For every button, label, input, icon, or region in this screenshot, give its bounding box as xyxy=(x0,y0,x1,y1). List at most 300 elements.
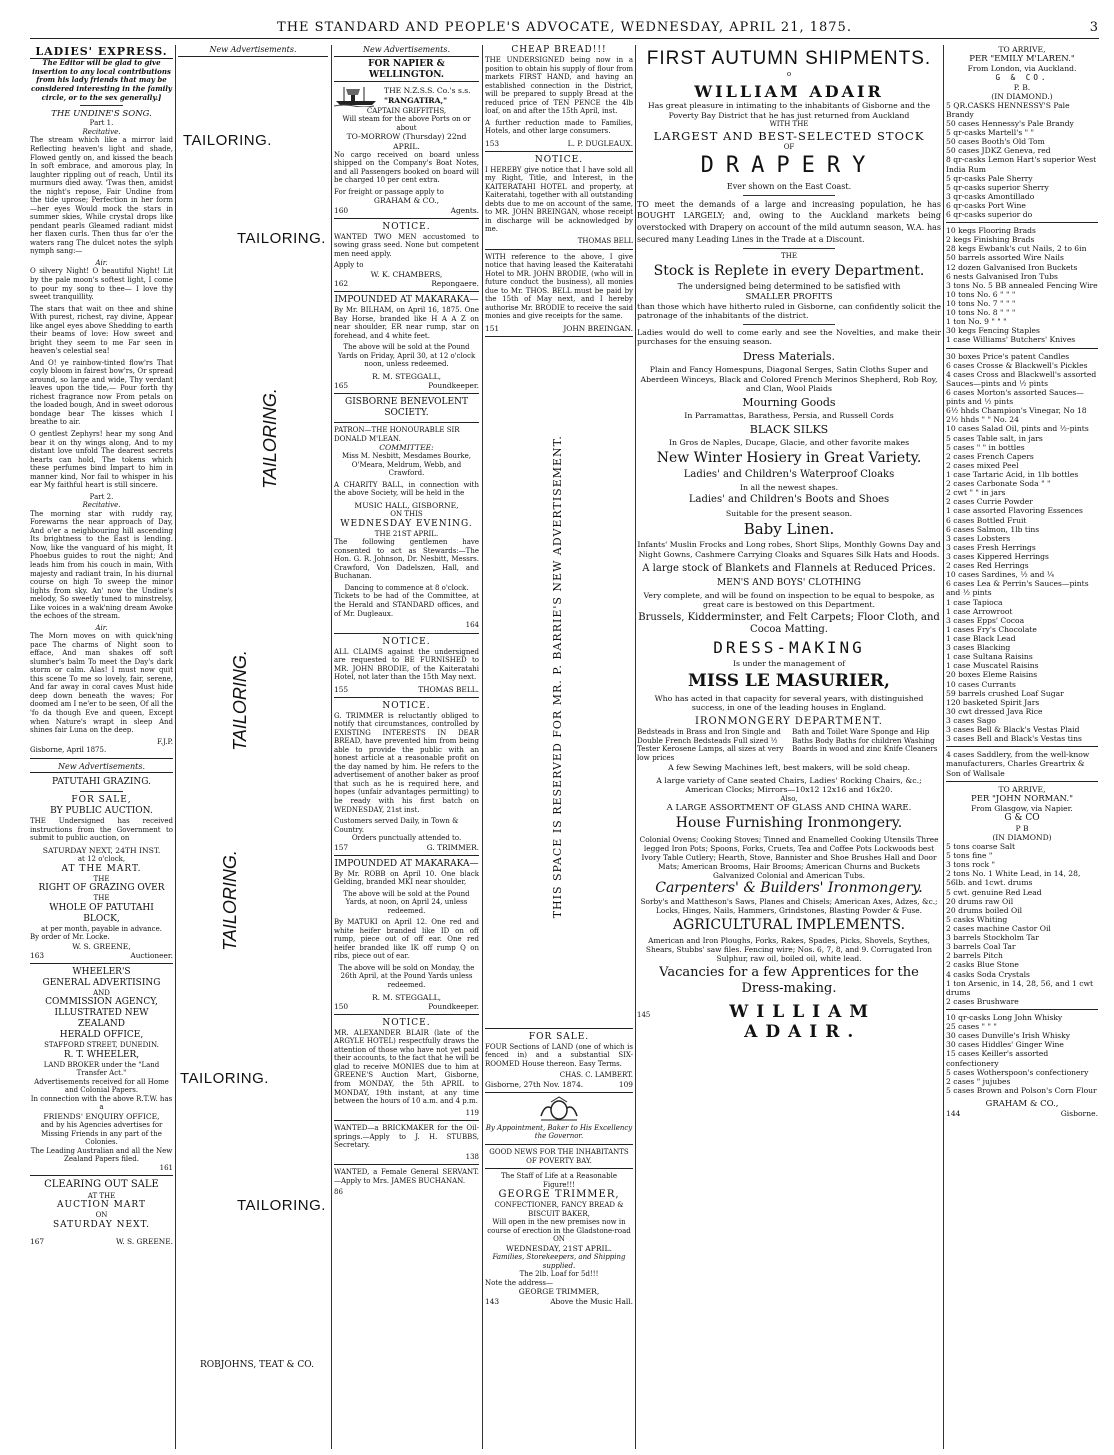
list-item: 20 drums boiled Oil xyxy=(946,905,1023,915)
by-public-auction: BY PUBLIC AUCTION. xyxy=(50,806,153,817)
notice-heading: NOTICE. xyxy=(382,636,431,647)
list-item: 6½ hhds Champion's Vinegar, No 18 xyxy=(946,406,1087,416)
first-autumn-shipments: FIRST AUTUMN SHIPMENTS. xyxy=(646,48,932,69)
reduction-note: A further reduction made to Families, Hotels, and other large consumers. xyxy=(485,118,633,136)
hereby-notice: I HEREBY give notice that I have sold all my Right, Title, and Interest, in the KAITERATAHI HOTEL and property, at Kaiteratahi, together with all outstanding debts due to me on account of the same, to MR. JOHN BREINGAN, whose receipt in discharge will be acknowledged by me. xyxy=(485,165,633,234)
at-the-mart: AT THE MART. xyxy=(61,863,142,874)
auction-mart: AUCTION MART xyxy=(57,1200,146,1211)
list-item: 5 QR.CASKS HENNESSY'S Pale Brandy xyxy=(946,100,1070,119)
stafford-street: STAFFORD STREET, DUNEDIN. xyxy=(44,1041,159,1050)
list-item: 1 case Tapioca xyxy=(946,597,1003,607)
from-london: From London, via Auckland. xyxy=(967,64,1077,74)
list-item: 6 qr-casks Port Wine xyxy=(946,200,1026,210)
smaller-profits: SMALLER PROFITS xyxy=(745,291,833,302)
list-item: 30 boxes Price's patent Candles xyxy=(946,351,1070,361)
list-item: 3 cases Epps' Cocoa xyxy=(946,615,1025,625)
list-item: 10 cases Currants xyxy=(946,679,1016,689)
poem-stanza: O gentlest Zephyrs! hear my song And bear it on thy wings along, And to my distant love unfold The dearest secrets hearts can hold, The tokens which these perfumes bind Impart to him in manner kind, Nor fail to whisper in his ear My faithful heart is still sincere. xyxy=(30,430,173,490)
rt-wheeler: R. T. WHEELER, xyxy=(63,1049,140,1060)
agents-label: Agents. xyxy=(450,205,479,215)
list-item: 1 ton No. 9 " " " xyxy=(946,317,1007,327)
commission-agency: COMMISSION AGENCY, xyxy=(45,997,158,1008)
poem-stanza: The stream which like a mirror laid Reflecting heaven's light and shade, Flowed gently on, and kissed the beach In soft embrace, and amorous play, In laughter rippling out of reach, Until its murmurs died away. 'Twas then, amidst the night's repose, Fair Undine from the tide uprose; Perfection in her form—her eyes Would mock the stars in summer skies, While crystal drops like pendant pearls Gleamed radiant midst her flaxen curls. Then thus far o'er the waters rang The dulcet notes the sylph nymph sang:— xyxy=(30,136,173,256)
list-item: 59 barrels crushed Loaf Sugar xyxy=(946,688,1064,698)
poem-stanza: O silvery Night! O beautiful Night! Lit by the pale moon's softest light, I come to pour my song to thee— I love thy sweet tranquillity. xyxy=(30,267,173,302)
list-item: 2 cases Red Herrings xyxy=(946,561,1029,571)
impounded-sale: The above will be sold at the Pound Yards on Friday, April 30, at 12 o'clock noon, unless redeemed. xyxy=(337,343,476,369)
iron-left-list: Bedsteads in Brass and Iron Single and Double French Bedsteads Full sized ½ Tester Kerosene Lamps, all sizes at very low prices xyxy=(637,726,784,763)
benevolent-society: GISBORNE BENEVOLENT SOCIETY. xyxy=(345,397,468,419)
list-item: 20 drums raw Oil xyxy=(946,896,1014,906)
ad-number: 155 xyxy=(334,684,349,694)
list-item: 6 cases Morton's assorted Sauces—pints and ½ pints xyxy=(946,388,1084,407)
list-item: 28 kegs Ewbank's cut Nails, 2 to 6in xyxy=(946,244,1087,254)
poem-date: Gisborne, April 1875. xyxy=(30,746,107,755)
list-item: 5 cases " " in bottles xyxy=(946,442,1025,452)
list-item: 20 boxes Eleme Raisins xyxy=(946,670,1038,680)
tickets: Tickets to be had of the Committee, at the Herald and STANDARD offices, and of Mr. Dugleaux. xyxy=(334,592,479,618)
saddlery: 4 cases Saddlery, from the well-know manufacturers, Charles Greartrix & Son of Wallsale xyxy=(946,750,1090,778)
list-item: 5 tons coarse Salt xyxy=(946,842,1016,852)
ad-number: 167 xyxy=(30,1236,45,1246)
music-hall: MUSIC HALL, GISBORNE, xyxy=(354,500,459,510)
stock-replete: Stock is Replete in every Department. xyxy=(653,262,925,279)
list-item: 30 cases Hiddles' Ginger Wine xyxy=(946,1040,1064,1050)
date-label: Gisborne, 27th Nov. 1874. xyxy=(485,1079,584,1089)
apply-to: Apply to xyxy=(334,261,364,270)
tailoring-vertical: TAILORING. xyxy=(219,850,240,951)
address-note: Note the address— xyxy=(485,1278,554,1287)
glass-china: A LARGE ASSORTMENT OF GLASS AND CHINA WARE. xyxy=(666,803,912,814)
on-label: ON xyxy=(95,1211,108,1220)
list-item: 1 cases Fry's Chocolate xyxy=(946,624,1037,634)
agricultural-text: American and Iron Ploughs, Forks, Rakes, Spades, Picks, Shovels, Scythes, Shears, Stubbs' saw files. Fencing wire; Nos. 6, 7, 8, and 9. Corrugated Iron Sulphur, raw oil, boiled oil, white lead. xyxy=(645,935,933,963)
list-item: 1 case Muscatel Raisins xyxy=(946,661,1039,671)
house-text: Colonial Ovens; Cooking Stoves; Tinned and Enamelled Cooking Utensils Three legged Iron Pots; Spoons, Forks, Cruets, Tea and Coffee Pots Lockwoods best Ivory Table Cutlery; Hearth, Stove, Bannister and Shoe Brushes Hall and Door Mats; American Brooms, Hair Brooms; American Churns and Buckets Galvanized Colonial and American Tubs. xyxy=(639,834,939,880)
meet-demands: TO meet the demands of a large and increasing population, he has BOUGHT LARGELY; and, owing to the Auckland markets being overstocked with Drapery on account of the mild autumn season, W.A. has secured many Leading Lines in the Trade at a Discount. xyxy=(637,199,941,244)
carpenters-ironmongery: Carpenters' & Builders' Ironmongery. xyxy=(655,879,923,896)
trimmer-name: G. TRIMMER. xyxy=(426,842,479,852)
also-label: Also, xyxy=(780,794,798,803)
servant-wanted: WANTED, a Female General SERVANT. —Apply to Mrs. JAMES BUCHANAN. xyxy=(334,1168,479,1185)
napier-wellington: FOR NAPIER & WELLINGTON. xyxy=(334,59,479,82)
tomorrow-date: TO-MORROW (Thursday) 22nd APRIL. xyxy=(346,132,467,151)
g-and-co-mark: G & CO. xyxy=(995,73,1049,83)
list-item: 50 cases Hennessy's Pale Brandy xyxy=(946,118,1074,128)
vacancies: Vacancies for a few Apprentices for the Dress-making. xyxy=(659,964,919,996)
winter-hosiery: New Winter Hosiery in Great Variety. xyxy=(656,449,922,466)
matuki-text: By MATUKI on April 12. One red and white heifer branded like ID on off rump, piece out of off ear. One red heifer branded like IK off rump Q on ribs, piece out of ear. xyxy=(334,918,479,961)
list-item: 15 cases Keiller's assorted confectionery xyxy=(946,1049,1049,1068)
poem-part: Part 1. xyxy=(89,119,114,128)
list-item: 5 cases Wotherspoon's confectionery xyxy=(946,1067,1089,1077)
list-item: 1 case assorted Flavoring Essences xyxy=(946,506,1083,516)
nz-company: THE N.Z.S.S. Co.'s s.s. xyxy=(384,86,471,96)
gisborne-label: Gisborne. xyxy=(1060,1109,1098,1119)
tailoring-heading: TAILORING. xyxy=(180,1070,269,1087)
herald-office: HERALD OFFICE, xyxy=(59,1030,144,1041)
list-item: 2 barrels Pitch xyxy=(946,951,1003,961)
whisky-list xyxy=(946,1013,1098,1095)
list-item: 3 cases Fresh Herrings xyxy=(946,542,1036,552)
confectioner: CONFECTIONER, FANCY BREAD & BISCUIT BAKER, xyxy=(494,1201,624,1218)
ladies-note: Ladies would do well to come early and see the Novelties, and make their purchases for the ensuing season. xyxy=(637,327,941,347)
customers-note: Customers served Daily, in Town & Country. xyxy=(334,817,459,834)
tailoring-vertical: TAILORING. xyxy=(229,650,250,751)
committee-label: COMMITTEE: xyxy=(379,443,434,453)
ad-number: 138 xyxy=(465,1152,479,1161)
graham-name: GRAHAM & CO., xyxy=(373,196,440,206)
list-item: 3 cases Lobsters xyxy=(946,533,1011,543)
illustrated-nz: ILLUSTRATED NEW ZEALAND xyxy=(54,1008,149,1030)
agencies-note: and by his Agencies advertises for Missing Friends in any part of the Colonies. xyxy=(40,1121,163,1147)
list-item: 5 cases Table salt, in jars xyxy=(946,433,1043,443)
william-adair: WILLIAM ADAIR xyxy=(694,81,884,101)
groceries-list xyxy=(946,352,1098,744)
list-item: 12 dozen Galvanised Iron Buckets xyxy=(946,262,1078,272)
dugleaux-name: L. P. DUGLEAUX. xyxy=(567,138,633,148)
ad-number: 145 xyxy=(637,1010,651,1019)
graham-co: GRAHAM & CO., xyxy=(985,1098,1059,1109)
notice-heading: NOTICE. xyxy=(534,154,584,165)
dress-materials-text: Plain and Fancy Homespuns, Diagonal Serges, Satin Cloths Super and Aberdeen Winceys, Black and Colored French Merinos Shepherd, Rob Roy, and Clan, Wool Plaids xyxy=(640,365,938,394)
ad-number: 165 xyxy=(334,381,349,391)
list-item: 2 cwt " " in jars xyxy=(946,488,1006,498)
list-item: 50 cases Booth's Old Tom xyxy=(946,137,1045,147)
boots-shoes: Ladies' and Children's Boots and Shoes xyxy=(688,494,890,506)
list-item: 6 cases Crosse & Blackwell's Pickles xyxy=(946,360,1088,370)
list-item: 30 cases Dunville's Irish Whisky xyxy=(946,1031,1071,1041)
acted-note: Who has acted in that capacity for several years, with distinguished success, in one of the leading houses in England. xyxy=(654,693,924,713)
notice-heading: NOTICE. xyxy=(382,1017,431,1028)
house-furnishing: House Furnishing Ironmongery. xyxy=(675,815,903,832)
notice-heading: NOTICE. xyxy=(382,221,431,232)
silks-text: In Gros de Naples, Ducape, Glacie, and other favorite makes xyxy=(668,438,910,448)
ad-number: 119 xyxy=(465,1108,479,1117)
friends-enquiry: FRIENDS' ENQUIRY OFFICE, xyxy=(43,1112,160,1122)
ad-number: 163 xyxy=(30,950,45,960)
new-advertisements-header: New Advertisements. xyxy=(30,762,173,774)
impounded-heading: IMPOUNDED AT MAKARAKA— xyxy=(334,858,479,869)
list-item: 6 cases Lea & Perrin's Sauces—pints and ½ pints xyxy=(946,579,1089,598)
by-appointment: By Appointment, Baker to His Excellency the Governor. xyxy=(485,1123,633,1141)
poem-recitative: Recitative. xyxy=(82,127,121,136)
list-item: 2 casks Blue Stone xyxy=(946,960,1019,970)
list-item: 3 cases Bell and Black's Vestas tins xyxy=(946,734,1082,744)
ladies-express-header: LADIES' EXPRESS. xyxy=(30,45,173,59)
list-item: 50 cases JDKZ Geneva, red xyxy=(946,146,1051,156)
list-item: 3 qr-casks Amontillado xyxy=(946,191,1035,201)
robjohns-footer: ROBJOHNS, TEAT & CO. xyxy=(200,1360,314,1370)
chambers-name: W. K. CHAMBERS, xyxy=(370,269,443,279)
orders-note: Orders punctually attended to. xyxy=(351,834,462,843)
auctioneer-label: Auctioneer. xyxy=(130,950,173,960)
pb-mark: P B xyxy=(1015,823,1029,833)
greene-name: W. S. GREENE, xyxy=(72,941,131,951)
poem-signature: F.J.P. xyxy=(157,737,173,746)
column-1 xyxy=(30,45,173,1449)
sewing-machines: A few Sewing Machines left, best makers, will be sold cheap. xyxy=(668,763,910,773)
land-sections: FOUR Sections of LAND (one of which is fenced in) and a substantial SIX-ROOMED House thereon. Easy Terms. xyxy=(485,1042,633,1068)
management-note: Is under the management of xyxy=(732,659,846,669)
cargo-note: No cargo received on board unless shipped on the Company's Boat Notes, and all Passengers booked on board will be charged 10 per cent extra. xyxy=(334,150,479,185)
baby-linen-text: Infants' Muslin Frocks and Long robes, Short Slips, Monthly Gowns Day and Night Gowns, Cashmere Carrying Cloaks and Squares Silk Hats and Hoods. xyxy=(637,540,941,559)
list-item: 3 barrels Stockholm Tar xyxy=(946,933,1039,943)
leading-papers: The Leading Australian and all the New Zealand Papers filed. xyxy=(30,1146,173,1164)
sale-time: at 12 o'clock, xyxy=(77,855,126,864)
determined-text: The undersigned being determined to be satisfied with xyxy=(677,281,901,291)
george-trimmer-2: GEORGE TRIMMER, xyxy=(518,1287,600,1297)
poem-air: Air. xyxy=(95,258,108,267)
ironmongery-dept: IRONMONGERY DEPARTMENT. xyxy=(695,715,883,727)
poem-recitative: Recitative. xyxy=(82,501,121,510)
list-item: 5 casks Whiting xyxy=(946,914,1008,924)
new-advertisements-header: New Advertisements. xyxy=(178,45,328,57)
george-trimmer: GEORGE TRIMMER, xyxy=(498,1189,620,1201)
wednesday-evening: WEDNESDAY EVENING. xyxy=(340,518,473,529)
stores-list xyxy=(946,842,1098,1006)
per-emily: PER "EMILY M'LAREN." xyxy=(969,54,1075,65)
tailoring-heading: TAILORING. xyxy=(183,132,272,149)
in-diamond: (IN DIAMOND) xyxy=(992,832,1052,842)
list-item: 10 tons No. 6 " " " xyxy=(946,289,1016,299)
cheap-bread: CHEAP BREAD!!! xyxy=(511,45,607,55)
saturday-next: SATURDAY NEXT. xyxy=(52,1219,151,1230)
place-label: Repongaere. xyxy=(431,279,479,289)
open-note: Will open in the new premises now in course of erection in the Gladstone-road xyxy=(487,1218,631,1235)
list-item: 3 cases Sago xyxy=(946,715,996,725)
payable-note: at per month, payable in advance. xyxy=(41,924,162,933)
breingan-name: JOHN BREINGAN. xyxy=(563,323,633,333)
masthead xyxy=(30,18,1099,39)
charity-ball: A CHARITY BALL, in connection with the above Society, will be held in the xyxy=(334,480,479,498)
blair-notice: MR. ALEXANDER BLAIR (late of the ARGYLE HOTEL) respectfully draws the attention of those who have not yet paid their accounts, to the fact that he will be glad to receive MONIES due to him at GREENE'S Auction Mart, Gisborne, from MONDAY, the 5th APRIL to MONDAY, 19th instant, at any time between the hours of 10 a.m. and 4 p.m. xyxy=(334,1028,479,1106)
tailoring-heading: TAILORING. xyxy=(237,1197,326,1214)
impounded-text: By Mr. ROBB on April 10. One black Gelding, branded MKI near shoulder, xyxy=(334,869,479,887)
list-item: 2 cases mixed Peel xyxy=(946,460,1019,470)
list-item: 6 qr-casks superior do xyxy=(946,210,1033,220)
column-rule xyxy=(635,45,636,1449)
list-item: 8 qr-casks Lemon Hart's superior West India Rum xyxy=(946,155,1097,174)
carpets: Brussels, Kidderminster, and Felt Carpets; Floor Cloth, and Cocoa Matting. xyxy=(638,611,940,635)
suitable-note: Suitable for the present season. xyxy=(725,508,853,518)
with-reference-notice: WITH reference to the above, I give notice that having leased the Kaiteratahi Hotel to MR. JOHN BRODIE, (who will in future conduct the business), all monies due to Mr. THOS. BELL must be paid by the 15th of May next, and I hereby authorise Mr. BRODIE to receive the said monies and give receipts for the same. xyxy=(485,252,633,321)
spirits-list xyxy=(946,101,1098,219)
pb-mark: P. B. xyxy=(1013,82,1031,92)
list-item: 10 kegs Flooring Brads xyxy=(946,226,1036,236)
miss-le-masurier: MISS LE MASURIER, xyxy=(688,670,890,691)
wanted-men: WANTED TWO MEN accustomed to sowing grass seed. None but competent men need apply. xyxy=(334,232,479,258)
ad-number: 86 xyxy=(334,1188,343,1197)
wheelers-title: WHEELER'S xyxy=(72,966,131,977)
list-item: 4 cases Cross and Blackwell's assorted Sauces—pints and ½ pints xyxy=(946,369,1097,388)
trimmer-notice: G. TRIMMER is reluctantly obliged to notify that circumstances, controlled by EXISTING INTERESTS IN DEAR BREAD, have prevented him from being able to provide the public with an honest article at a reasonable profit on the day named by him. He refers to the advertisement of another baker as proof that such as he is required here, and hopes (unfair advantages permitting) to be ready with his first batch on WEDNESDAY, 21st inst. xyxy=(334,711,479,814)
reserved-notice: THIS SPACE IS RESERVED FOR MR. P. BARRIE'S NEW ADVERTISEMENT. xyxy=(550,434,564,919)
newest-shapes: In all the newest shapes. xyxy=(739,482,839,492)
the-label: THE xyxy=(781,252,797,261)
hardware-list xyxy=(946,226,1098,344)
list-item: 2 cases " jujubes xyxy=(946,1076,1011,1086)
column-rule xyxy=(331,45,332,1449)
list-item: 3 cases Kippered Herrings xyxy=(946,551,1049,561)
list-item: 10 tons No. 7 " " " xyxy=(946,299,1016,309)
list-item: 2 cases Brushware xyxy=(946,996,1019,1006)
claims-notice: ALL CLAIMS against the undersigned are requested to BE FURNISHED to MR. JOHN BRODIE, of the Kaiteratahi Hotel, not later than the 15th May next. xyxy=(334,647,479,682)
poundkeeper-label: Poundkeeper. xyxy=(428,381,479,391)
reserved-space xyxy=(485,340,633,1025)
list-item: 6 cases Bottled Fruit xyxy=(946,515,1027,525)
from-glasgow: From Glasgow, via Napier. xyxy=(971,803,1073,813)
list-item: 10 qr-casks Long John Whisky xyxy=(946,1013,1063,1022)
list-item: 6 cases Salmon, 1lb tins xyxy=(946,524,1040,534)
stewards: The following gentlemen have consented to act as Stewards:—The Hon. G. R. Johnson, Dr. Nesbitt, Messrs. Crawford, Von Dadelszen, Hall, and Buchanan. xyxy=(334,538,479,581)
list-item: 1 case Sultana Raisins xyxy=(946,652,1033,662)
tailoring-heading: TAILORING. xyxy=(237,230,326,247)
for-sale: FOR SALE. xyxy=(528,1031,590,1042)
list-item: 30 cwt dressed Java Rice xyxy=(946,706,1043,716)
steggall-name: R. M. STEGGALL, xyxy=(371,992,442,1002)
list-item: 5 qr-casks superior Sherry xyxy=(946,182,1049,192)
pleasure-text: Has great pleasure in intimating to the inhabitants of Gisborne and the Poverty Bay District that he has just returned from Auckland xyxy=(647,101,931,120)
list-item: 1 case Williams' Butchers' Knives xyxy=(946,335,1076,345)
of-label: OF xyxy=(783,142,795,151)
ad-number: 162 xyxy=(334,279,349,289)
patutahi-title: PATUTAHI GRAZING. xyxy=(52,777,151,788)
poem-stanza: The Morn moves on with quick'ning pace The charms of Night soon to efface, And man shakes off soft slumber's balm To meet the Day's dark storm or calm. Alas! I must now quit this scene To me so lovely, fair, serene, And far away in coral caves Must hide deep down beneath the waves; For doomed am I ne'er to be seen, Of all the 'fo da though Eve and queen, Except when Nature's wrapt in sleep And shines fair Luna on the deep. xyxy=(30,632,173,735)
list-item: 3 cases Bell & Black's Vestas Plaid xyxy=(946,725,1080,735)
above-music-hall: Above the Music Hall. xyxy=(550,1296,633,1306)
connection-note: In connection with the above R.T.W. has a xyxy=(30,1094,173,1112)
wednesday-date: WEDNESDAY, 21ST APRIL. xyxy=(505,1243,613,1253)
list-item: 5 cases Brown and Polson's Corn Flour xyxy=(946,1085,1097,1095)
list-item: 50 barrels assorted Wire Nails xyxy=(946,253,1064,263)
list-item: 1 ton Arsenic, in 14, 28, 56, and 1 cwt drums xyxy=(946,978,1094,997)
the-label: THE xyxy=(93,894,110,903)
land-broker: LAND BROKER under the "Land Transfer Act." xyxy=(43,1060,160,1078)
bell-name: THOMAS BELL xyxy=(577,237,633,245)
list-item: 2 tons No. 1 White Lead, in 14, 28, 56lb. and 1cwt. drums xyxy=(946,869,1081,888)
list-item: 6 nests Galvanised Iron Tubs xyxy=(946,271,1058,281)
waterproof-cloaks: Ladies' and Children's Waterproof Cloaks xyxy=(683,468,895,480)
notice-heading: NOTICE. xyxy=(382,700,431,711)
cane-chairs: A large variety of Cane seated Chairs, Ladies' Rocking Chairs, &c.; American Clocks; Mirrors—10x12 12x16 and 16x20. xyxy=(656,775,922,795)
agricultural-implements: AGRICULTURAL IMPLEMENTS. xyxy=(672,916,906,933)
with-the-label: WITH THE xyxy=(769,120,809,129)
committee-names: Miss M. Nesbitt, Mesdames Bourke, O'Meara, Meldrum, Webb, and Crawford. xyxy=(341,452,472,478)
list-item: 1 case Arrowroot xyxy=(946,606,1013,616)
carpenters-text: Sorby's and Mattheson's Saws, Planes and Chisels; American Axes, Adzes, &c.; Locks, Hinges, Nails, Hammers, Grindstones, Blasting Powder & Fuse. xyxy=(640,896,938,915)
list-item: 10 tons No. 8 " " " xyxy=(946,308,1016,318)
black-silks: BLACK SILKS xyxy=(749,422,829,436)
list-item: 5 cwt. genuine Red Lead xyxy=(946,887,1042,897)
clearing-out-sale: CLEARING OUT SALE xyxy=(44,1179,159,1191)
list-item: 25 cases " " " xyxy=(946,1022,997,1032)
list-item: 3 barrels Coal Tar xyxy=(946,942,1016,952)
poem-stanza: The stars that wait on thee and shine With purest, richest, ray divine, Appear like angel eyes above Shedding to earth their beams of love: How sweet and bright they seem to me Far seen in heaven's celestial sea! xyxy=(30,304,173,356)
william-adair-footer: WILLIAM ADAIR. xyxy=(729,1001,877,1043)
families-note: Families, Storekeepers, and Shipping supplied. xyxy=(492,1253,626,1270)
on-label: ON xyxy=(553,1235,565,1244)
list-item: 120 basketed Spirit Jars xyxy=(946,697,1040,707)
dress-materials: Dress Materials. xyxy=(742,349,836,363)
list-item: 2 cases French Capers xyxy=(946,451,1034,461)
impounded-sale: The above will be sold at the Pound Yards, at noon, on April 24, unless redeemed. xyxy=(343,889,470,915)
steamship-icon xyxy=(334,85,380,107)
ship-name: "RANGATIRA," xyxy=(384,95,448,105)
ad-number: 151 xyxy=(485,323,500,333)
iron-right-list: Bath and Toilet Ware Sponge and Hip Baths Body Baths for children Washing Boards in wood and zinc Knife Cleaners xyxy=(792,726,938,754)
ad-number: 160 xyxy=(334,205,349,215)
at-the-label: AT THE xyxy=(87,1191,116,1200)
sale-date: SATURDAY NEXT, 24TH INST. xyxy=(42,845,161,855)
mens-clothing: MEN'S AND BOYS' CLOTHING xyxy=(717,577,861,588)
column-3 xyxy=(334,45,479,1449)
ad-number: 144 xyxy=(946,1109,961,1119)
list-item: 3 tons rock " xyxy=(946,860,996,870)
column-rule xyxy=(943,45,944,1449)
list-item: 2 cases Currie Powder xyxy=(946,497,1033,507)
loaf-price: The 2lb. Loaf for 5d!!! xyxy=(519,1270,599,1279)
monday-sale: The above will be sold on Monday, the 26th April, at the Pound Yards unless redeemed. xyxy=(338,963,475,989)
masthead-title: THE STANDARD AND PEOPLE'S ADVOCATE, WEDNESDAY, APRIL 21, 1875. xyxy=(277,20,852,35)
captain: CAPTAIN GRIFFITHS, xyxy=(366,106,447,115)
whole-of-patutahi: WHOLE OF PATUTAHI BLOCK, xyxy=(49,902,154,924)
poem-stanza: The morning star with ruddy ray, Forewarns the near approach of Day, And o'er a neighbouring hill ascending Its brightness to the East is lending. Now, like the vanguard of his might, It Phoebus guides to rout the night; And leads him from his couch in main, With majesty and radiant train, In his diurnal course on high To sweep the minor lights from sky. An' now the Undine's melody, So sweetly tuned to minstrelsy, Like voices in a wak'ning dream Awoke the echoes of the stream. xyxy=(30,509,173,621)
dancing: Dancing to commence at 8 o'clock. xyxy=(344,583,469,592)
column-rule xyxy=(482,45,483,1449)
column-4 xyxy=(485,45,633,1449)
cheap-bread-text: THE UNDERSIGNED being now in a position to obtain his supply of flour from markets FIRST HAND, and having an established connection in the District, will be prepared to supply Bread at the reduced price of TEN PENCE the 4lb loaf, on and after the 15th April, inst. xyxy=(485,55,633,116)
brickmaker-wanted: WANTED—a BRICKMAKER for the Oil-springs.—Apply to J. H. STUBBS, Secretary. xyxy=(334,1124,479,1150)
list-item: 30 kegs Fencing Staples xyxy=(946,326,1040,336)
royal-crest-icon xyxy=(537,1096,581,1122)
list-item: 3 cases Blacking xyxy=(946,643,1011,653)
page-number: 3 xyxy=(1089,20,1099,35)
bell-name: THOMAS BELL. xyxy=(418,684,479,694)
for-sale: FOR SALE, xyxy=(71,795,132,806)
mourning-goods: Mourning Goods xyxy=(742,395,836,409)
ornament: o xyxy=(786,70,792,79)
column-6 xyxy=(946,45,1098,1449)
ad-number: 164 xyxy=(465,621,479,630)
column-rule xyxy=(175,45,176,1449)
general-advertising: GENERAL ADVERTISING xyxy=(42,977,161,988)
list-item: 1 case Tartaric Acid, in 1lb bottles xyxy=(946,470,1079,479)
column-5 xyxy=(637,45,941,1449)
poem-stanza: And O! ye rainbow-tinted flow'rs That coyly bloom in fairest bow'rs, Or spread around, so large and wide, Thy verdant leaves upon the tide,— Pour forth thy richest fragrance now From petals on the loaded bough, And in sweet odorous bondage bear The kisses which I breathe to air. xyxy=(30,358,173,427)
tailoring-vertical: TAILORING. xyxy=(259,388,280,489)
mens-text: Very complete, and will be found on inspection to be equal to bespoke, as great care is bestowed on this Department. xyxy=(643,590,935,610)
the-label: THE xyxy=(93,874,110,883)
steggall-name: R. M. STEGGALL, xyxy=(371,371,442,381)
list-item: 10 cases Salad Oil, pints and ½-pints xyxy=(946,424,1089,434)
on-this-label: ON THIS xyxy=(390,510,423,519)
greene-name: W. S. GREENE. xyxy=(116,1236,173,1246)
good-news: GOOD NEWS FOR THE INHABITANTS OF POVERTY BAY. xyxy=(489,1148,629,1165)
mourning-text: In Parramattas, Barathess, Persia, and Russell Cords xyxy=(684,411,894,421)
dress-making: DRESS-MAKING xyxy=(713,637,865,657)
list-item: 5 qr-casks Martell's " " xyxy=(946,128,1035,138)
baby-linen: Baby Linen. xyxy=(743,520,835,539)
staff-of-life: The Staff of Life at a Reasonable Figure!!! xyxy=(501,1172,617,1189)
ad-number: 143 xyxy=(485,1296,500,1306)
to-arrive: TO ARRIVE, xyxy=(998,784,1046,794)
advertisements-received: Advertisements received for all Home and Colonial Papers. xyxy=(34,1077,169,1095)
list-item: 5 qr-casks Pale Sherry xyxy=(946,173,1033,183)
poem-title: THE UNDINE'S SONG. xyxy=(51,109,152,120)
ad-number: 109 xyxy=(618,1079,633,1089)
list-item: 2½ hhds " " No. 24 xyxy=(946,415,1019,425)
